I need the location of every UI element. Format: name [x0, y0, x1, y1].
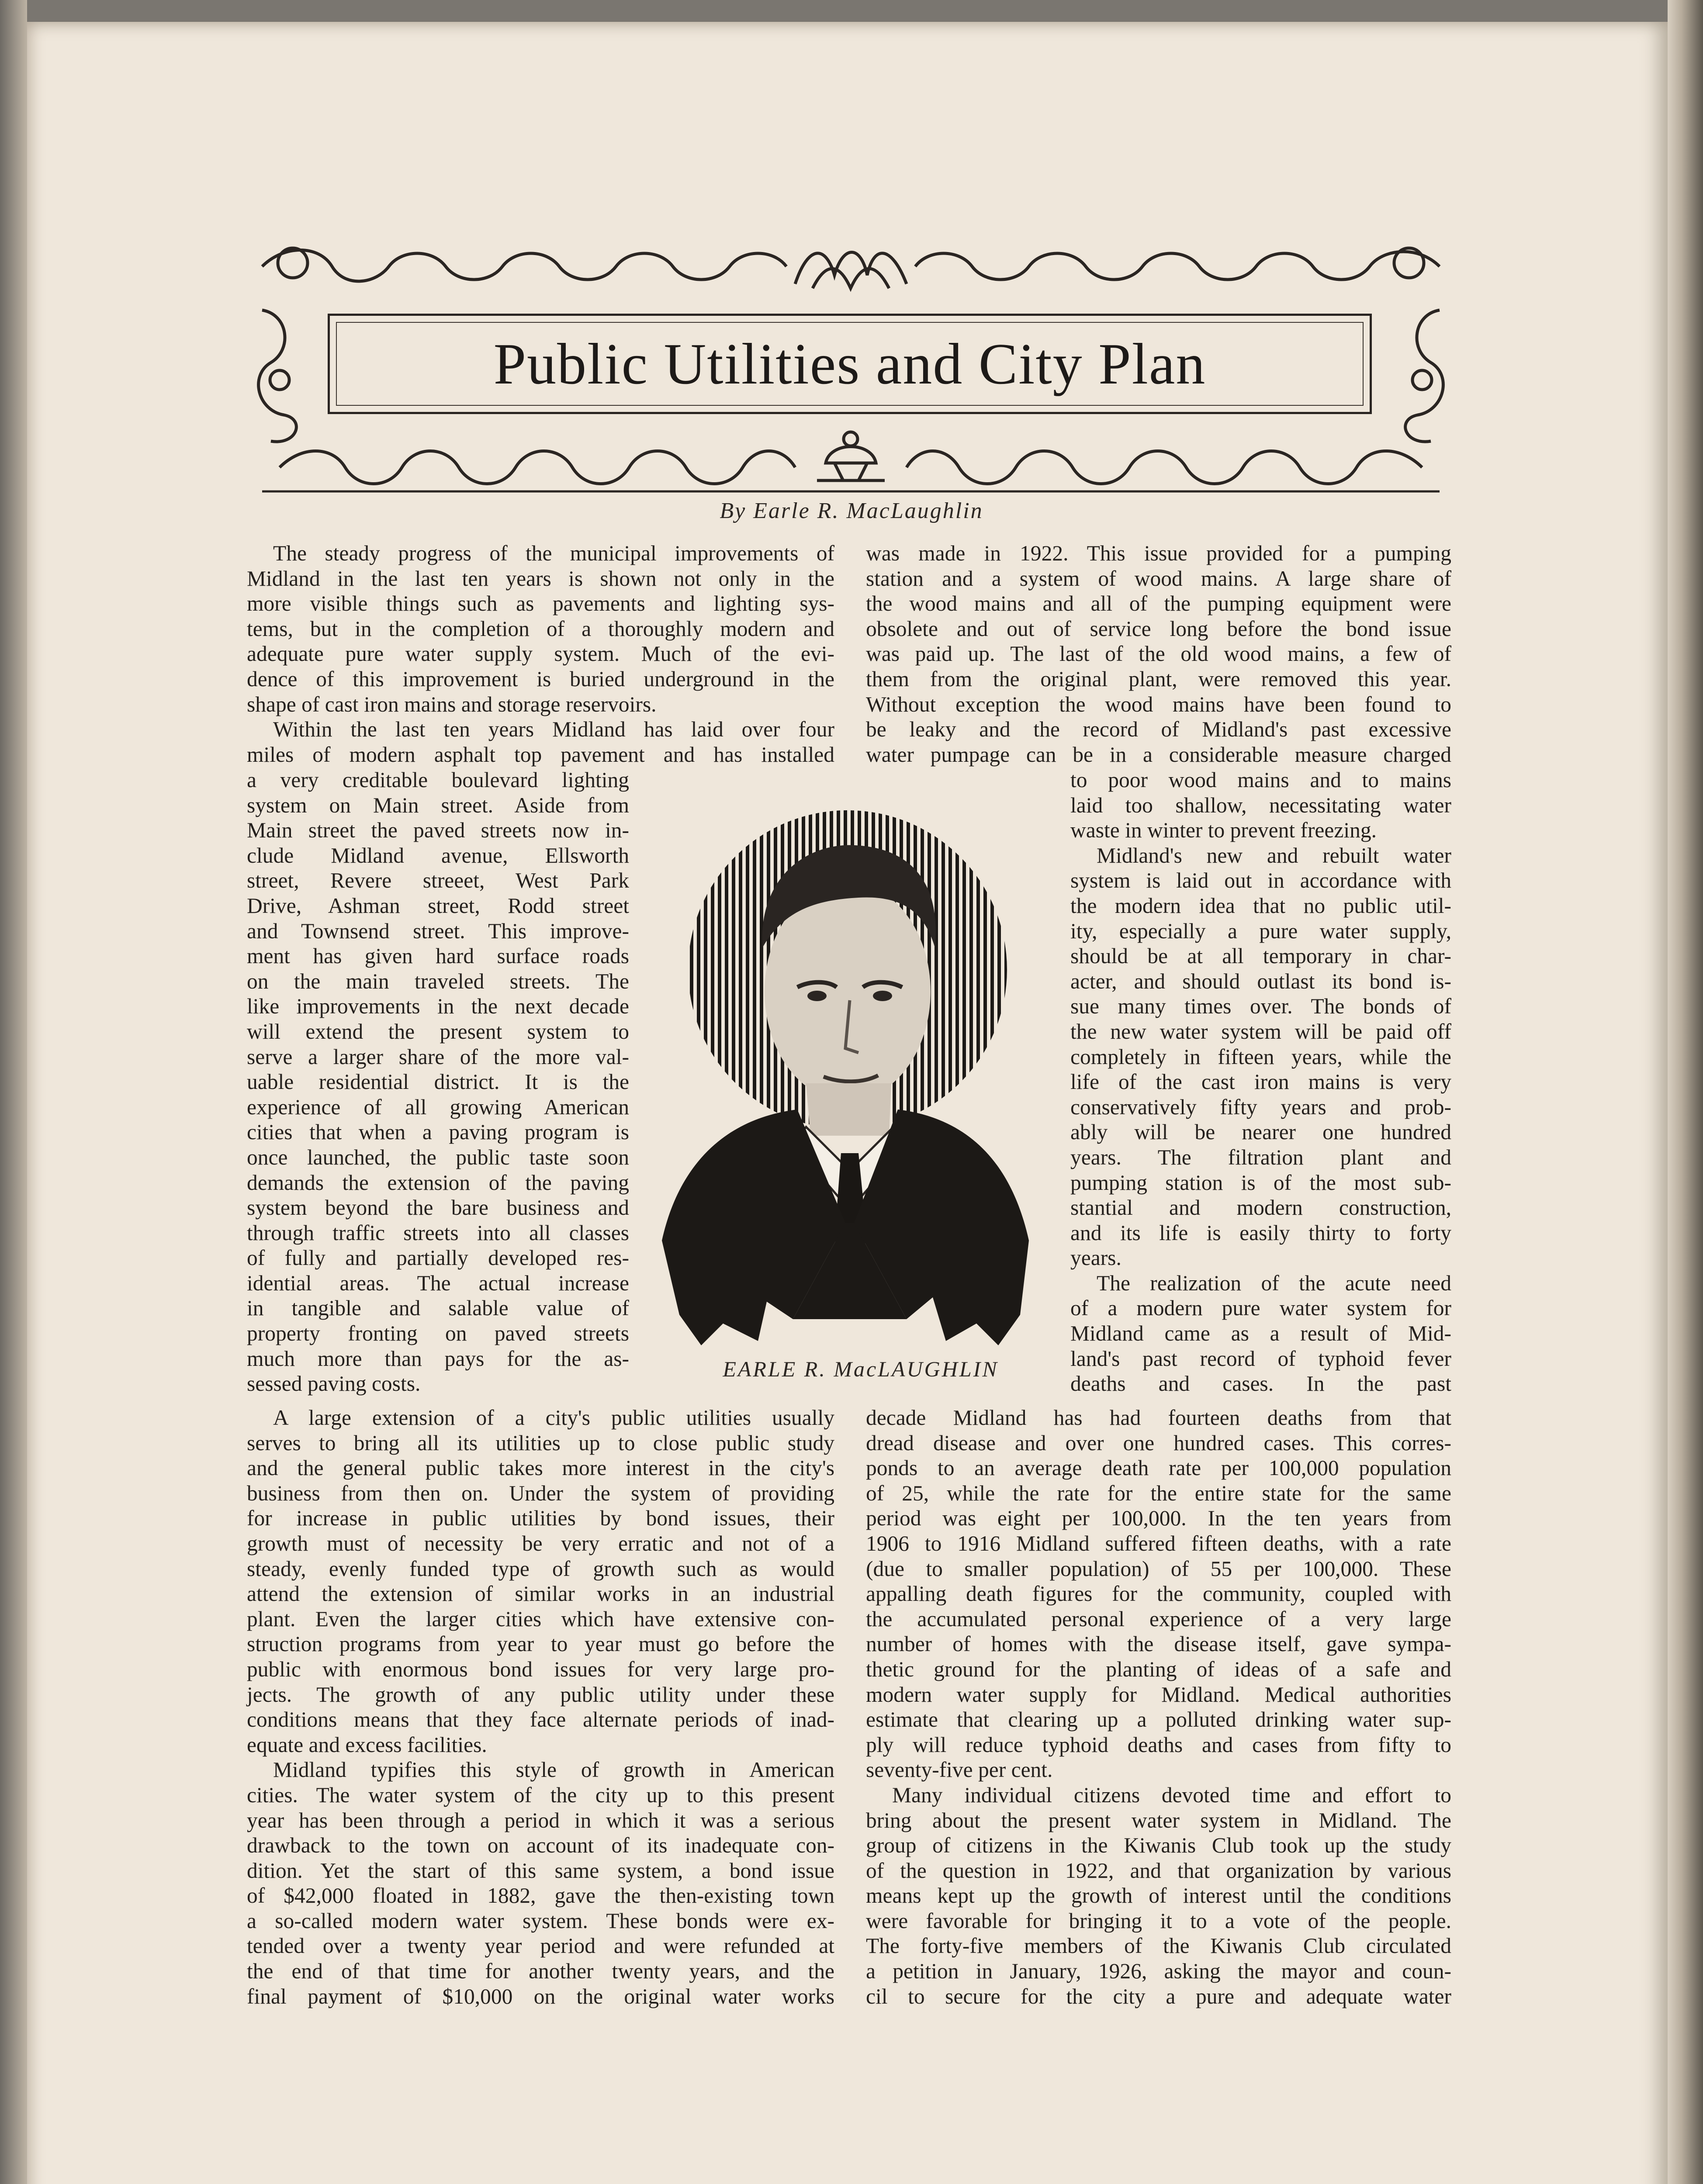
- text-line: and its life is easily thirty to forty: [1070, 1220, 1451, 1245]
- text-line: conservatively fifty years and prob-: [1070, 1095, 1451, 1119]
- text-line: group of citizens in the Kiwanis Club took up the study: [866, 1833, 1451, 1858]
- text-line: jects. The growth of any public utility under these: [247, 1682, 834, 1707]
- text-line: a petition in January, 1926, asking the mayor and coun-: [866, 1959, 1451, 1984]
- text-line: thetic ground for the planting of ideas of a safe and: [866, 1657, 1451, 1681]
- text-line: the new water system will be paid off: [1070, 1019, 1451, 1044]
- text-line: dition. Yet the start of this same system, a bond issue: [247, 1858, 834, 1883]
- text-line: Midland came as a result of Mid-: [1070, 1321, 1451, 1346]
- text-line: business from then on. Under the system of providing: [247, 1481, 834, 1505]
- text-line: seventy-five per cent.: [866, 1758, 1053, 1782]
- left-column-bottom: [247, 1405, 834, 2009]
- text-line: land's past record of typhoid fever: [1070, 1346, 1451, 1371]
- text-line: 1906 to 1916 Midland suffered fifteen deaths, with a rate: [866, 1531, 1451, 1555]
- text-line: uable residential district. It is the: [247, 1070, 629, 1094]
- text-line: pumping station is of the most sub-: [1070, 1170, 1451, 1195]
- text-line: cities that when a paving program is: [247, 1120, 629, 1144]
- text-line: shape of cast iron mains and storage reservoirs.: [247, 692, 657, 716]
- text-line: dence of this improvement is buried underground in the: [247, 667, 834, 691]
- text-line: for increase in public utilities by bond issues, their: [247, 1506, 834, 1531]
- text-line: period was eight per 100,000. In the ten years from: [866, 1506, 1451, 1531]
- text-line: stantial and modern construction,: [1070, 1196, 1451, 1220]
- right-column-bottom: [866, 1405, 1451, 2009]
- text-line: Midland's new and rebuilt water: [1097, 843, 1451, 867]
- text-line: to poor wood mains and to mains: [1070, 768, 1451, 792]
- text-line: of the question in 1922, and that organization by various: [866, 1858, 1451, 1883]
- text-line: sessed paving costs.: [247, 1372, 421, 1396]
- text-line: years.: [1070, 1246, 1121, 1270]
- text-line: through traffic streets into all classes: [247, 1220, 629, 1245]
- text-line: drawback to the town on account of its inadequate con-: [247, 1833, 834, 1858]
- left-column-top: [247, 541, 834, 767]
- text-line: dread disease and over one hundred cases. This corres-: [866, 1431, 1451, 1455]
- text-line: the accumulated personal experience of a very large: [866, 1607, 1451, 1631]
- text-line: the modern idea that no public util-: [1070, 893, 1451, 918]
- text-line: ply will reduce typhoid deaths and cases from fifty to: [866, 1732, 1451, 1757]
- left-column-wrap: [247, 767, 629, 1396]
- text-line: ity, especially a pure water supply,: [1070, 919, 1451, 943]
- text-line: estimate that clearing up a polluted drinking water sup-: [866, 1707, 1451, 1732]
- text-line: Many individual citizens devoted time and effort to: [892, 1783, 1451, 1807]
- text-line: The steady progress of the municipal improvements of: [273, 541, 834, 565]
- text-line: much more than pays for the as-: [247, 1346, 629, 1371]
- text-line: be leaky and the record of Midland's past excessive: [866, 717, 1451, 742]
- text-line: street, Revere streeet, West Park: [247, 868, 629, 893]
- text-line: should be at all temporary in char-: [1070, 944, 1451, 968]
- text-line: in tangible and salable value of: [247, 1296, 629, 1320]
- text-line: waste in winter to prevent freezing.: [1070, 818, 1377, 843]
- text-line: system beyond the bare business and: [247, 1196, 629, 1220]
- text-line: cil to secure for the city a pure and adequate water: [866, 1984, 1451, 2008]
- text-line: conditions means that they face alternate periods of inad-: [247, 1707, 834, 1732]
- text-line: miles of modern asphalt top pavement and has installed: [247, 742, 834, 767]
- text-line: means kept up the growth of interest until the conditions: [866, 1883, 1451, 1908]
- text-line: system is laid out in accordance with: [1070, 868, 1451, 893]
- text-line: growth must of necessity be very erratic and not of a: [247, 1531, 834, 1555]
- text-line: like improvements in the next decade: [247, 994, 629, 1019]
- text-line: years. The filtration plant and: [1070, 1145, 1451, 1169]
- text-line: year has been through a period in which it was a serious: [247, 1808, 834, 1832]
- text-line: The forty-five members of the Kiwanis Club circulated: [866, 1934, 1451, 1958]
- next-page-edge: [1668, 0, 1703, 2184]
- text-line: was made in 1922. This issue provided for a pumping: [866, 541, 1451, 565]
- text-line: will extend the present system to: [247, 1019, 629, 1044]
- text-line: deaths and cases. In the past: [1070, 1372, 1451, 1396]
- text-line: idential areas. The actual increase: [247, 1271, 629, 1295]
- text-line: (due to smaller population) of 55 per 100,000. These: [866, 1556, 1451, 1581]
- text-line: serve a larger share of the more val-: [247, 1044, 629, 1069]
- text-line: of a modern pure water system for: [1070, 1296, 1451, 1320]
- text-line: water pumpage can be in a considerable measure charged: [866, 742, 1451, 767]
- text-line: on the main traveled streets. The: [247, 969, 629, 993]
- text-line: completely in fifteen years, while the: [1070, 1044, 1451, 1069]
- text-line: more visible things such as pavements and lighting sys-: [247, 591, 834, 616]
- text-line: a very creditable boulevard lighting: [247, 768, 629, 792]
- text-line: once launched, the public taste soon: [247, 1145, 629, 1169]
- text-line: tems, but in the completion of a thoroughly modern and: [247, 616, 834, 641]
- text-line: of $42,000 floated in 1882, gave the then-existing town: [247, 1883, 834, 1908]
- text-line: were favorable for bringing it to a vote of the people.: [866, 1908, 1451, 1933]
- text-line: tended over a twenty year period and were refunded at: [247, 1934, 834, 1958]
- text-line: station and a system of wood mains. A large share of: [866, 566, 1451, 591]
- text-line: Within the last ten years Midland has laid over four: [273, 717, 834, 742]
- text-line: experience of all growing American: [247, 1095, 629, 1119]
- text-line: Drive, Ashman street, Rodd street: [247, 893, 629, 918]
- text-line: ment has given hard surface roads: [247, 944, 629, 968]
- text-line: decade Midland has had fourteen deaths from that: [866, 1406, 1451, 1430]
- text-line: the wood mains and all of the pumping equipment were: [866, 591, 1451, 616]
- text-line: clude Midland avenue, Ellsworth: [247, 843, 629, 867]
- author-portrait: [662, 804, 1029, 1354]
- text-line: a so-called modern water system. These bonds were ex-: [247, 1908, 834, 1933]
- text-line: equate and excess facilities.: [247, 1732, 487, 1757]
- text-line: and the general public takes more interest in the city's: [247, 1456, 834, 1480]
- article-title: Public Utilities and City Plan: [493, 332, 1206, 396]
- text-line: attend the extension of similar works in an industrial: [247, 1582, 834, 1606]
- text-line: Midland typifies this style of growth in American: [273, 1758, 834, 1782]
- text-line: and Townsend street. This improve-: [247, 919, 629, 943]
- text-line: cities. The water system of the city up to this present: [247, 1783, 834, 1807]
- text-line: sue many times over. The bonds of: [1070, 994, 1451, 1019]
- text-line: demands the extension of the paving: [247, 1170, 629, 1195]
- text-line: struction programs from year to year must go before the: [247, 1632, 834, 1656]
- text-line: ponds to an average death rate per 100,000 population: [866, 1456, 1451, 1480]
- text-line: of fully and partially developed res-: [247, 1246, 629, 1270]
- text-line: plant. Even the larger cities which have extensive con-: [247, 1607, 834, 1631]
- binding-edge: [0, 0, 27, 2184]
- text-line: life of the cast iron mains is very: [1070, 1070, 1451, 1094]
- text-line: ably will be nearer one hundred: [1070, 1120, 1451, 1144]
- text-line: modern water supply for Midland. Medical authorities: [866, 1682, 1451, 1707]
- text-line: steady, evenly funded type of growth such as would: [247, 1556, 834, 1581]
- text-line: serves to bring all its utilities up to close public study: [247, 1431, 834, 1455]
- text-line: The realization of the acute need: [1097, 1271, 1451, 1295]
- text-line: was paid up. The last of the old wood mains, a few of: [866, 642, 1451, 666]
- text-line: appalling death figures for the community, coupled with: [866, 1582, 1451, 1606]
- text-line: acter, and should outlast its bond is-: [1070, 969, 1451, 993]
- text-line: final payment of $10,000 on the original water works: [247, 1984, 834, 2008]
- text-line: of 25, while the rate for the entire state for the same: [866, 1481, 1451, 1505]
- article-byline: By Earle R. MacLaughlin: [720, 498, 983, 523]
- text-line: system on Main street. Aside from: [247, 793, 629, 817]
- text-line: Main street the paved streets now in-: [247, 818, 629, 843]
- portrait-caption: EARLE R. MacLAUGHLIN: [723, 1357, 999, 1381]
- right-column-top: [866, 541, 1451, 767]
- text-line: them from the original plant, were removed this year.: [866, 667, 1451, 691]
- text-line: laid too shallow, necessitating water: [1070, 793, 1451, 817]
- text-line: number of homes with the disease itself, gave sympa-: [866, 1632, 1451, 1656]
- text-line: the end of that time for another twenty years, and the: [247, 1959, 834, 1984]
- text-line: adequate pure water supply system. Much of the evi-: [247, 642, 834, 666]
- right-column-wrap: [1070, 767, 1451, 1396]
- text-line: Without exception the wood mains have been found to: [866, 692, 1451, 716]
- text-line: bring about the present water system in Midland. The: [866, 1808, 1451, 1832]
- text-line: A large extension of a city's public utilities usually: [273, 1406, 834, 1430]
- text-line: obsolete and out of service long before the bond issue: [866, 616, 1451, 641]
- title-box: [328, 314, 1372, 414]
- text-line: public with enormous bond issues for very large pro-: [247, 1657, 834, 1681]
- text-line: Midland in the last ten years is shown not only in the: [247, 566, 834, 591]
- text-line: property fronting on paved streets: [247, 1321, 629, 1346]
